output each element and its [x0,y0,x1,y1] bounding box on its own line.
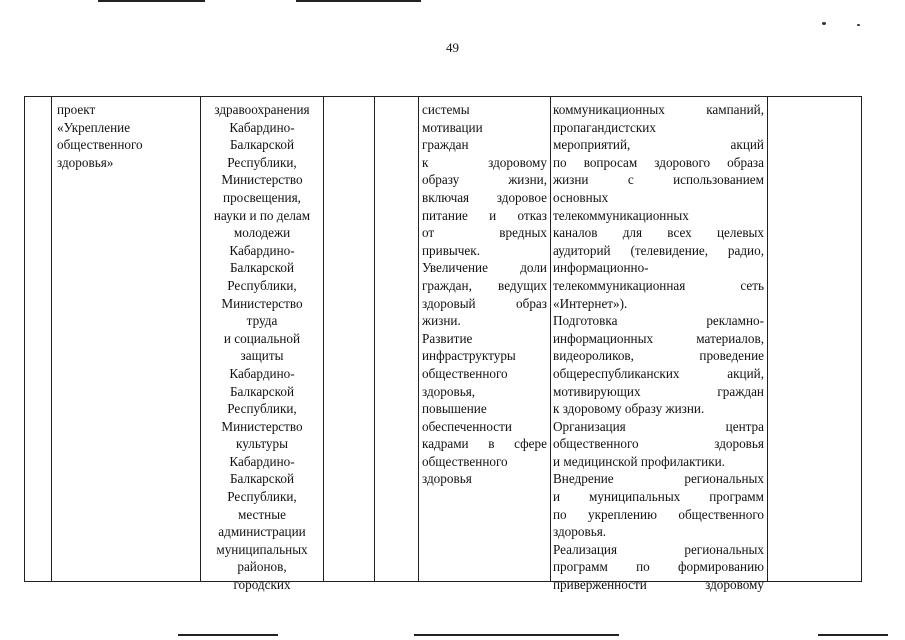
column-divider [323,97,324,581]
scan-mark [857,24,860,26]
responsible-executors-cell: здравоохранения Кабардино- Балкарской Республики, Министерство просвещения, науки и по делам молодежи Кабардино- Балкарской Республики, Министерство труда и социальной защиты Кабардино- Балкарской Республики, Министерство культуры Кабардино- Балкарской Республики, местные администрации муниципальных районов, городских [213,102,311,593]
scan-line-top-left [98,0,205,2]
scan-line-bottom-left [178,634,278,636]
activities-cell: коммуникационных кампаний, пропагандистских мероприятий, акций по вопросам здорового образа жизни с использованием основных телекоммуникационных каналов для всех целевых аудиторий (телевидение, радио, информационно- телекоммуникационная сеть «Интернет»). Подготовка рекламно- информационных материалов, видеороликов, проведение общереспубликанских акций, мотивирующих граждан к здоровому образу жизни. Организация центра общественного здоровья и медицинской профилактики. Внедрение региональных и муниципальных программ по укреплению общественного здоровья. Реализация региональных программ по формированию приверженности здоровому [553,102,764,593]
scan-mark [822,22,826,25]
column-divider [374,97,375,581]
column-divider [767,97,768,581]
column-divider [51,97,52,581]
scan-line-bottom-right [818,634,888,636]
expected-results-cell: системы мотивации граждан к здоровому образу жизни, включая здоровое питание и отказ от вредных привычек. Увеличение доли граждан, ведущих здоровый образ жизни. Развитие инфраструктуры общественного здоровья, повышение обеспеченности кадрами в сфере общественного здоровья [422,102,547,487]
document-table [24,96,862,593]
column-divider [550,97,551,581]
column-divider [418,97,419,581]
scan-line-bottom-center [414,634,619,636]
project-name-cell: проект «Укрепление общественного здоровья» [57,102,143,170]
scan-line-top-center [296,0,421,2]
page-number: 49 [446,40,459,55]
